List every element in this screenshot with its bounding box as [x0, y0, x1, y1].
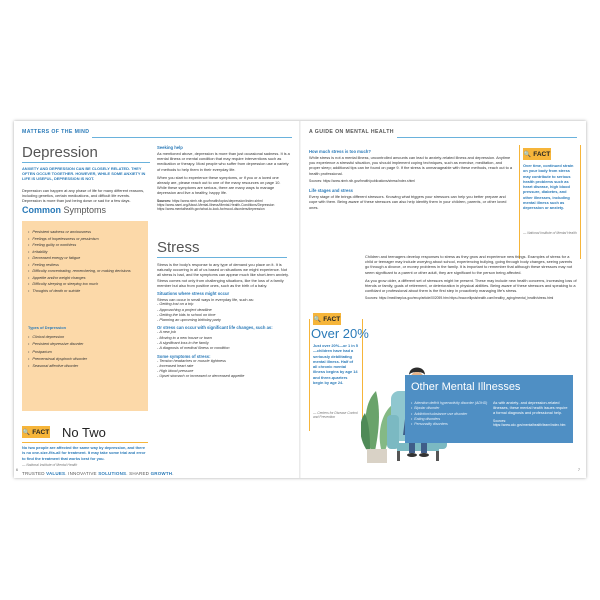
sources-block: Sources: https://www.cdc.gov/mentalhealth/learn/index.htm [493, 418, 566, 428]
seeking-help-section [157, 145, 290, 212]
fact-title: Over 20% [311, 326, 369, 341]
paragraph: While stress is not a mental illness, uncontrolled amounts can lead to anxiety-related illness and depression. Anytime you experience a stressful situation, you should implement coping techniques, such as exercise, meditation, and proper sleep; additional tips can be found on page 9. If the stress is unmanageable with these methods, reach out to a health professional. [309, 155, 513, 176]
list-item: • Persistent depressive disorder [28, 341, 146, 348]
sources-label: Sources: [157, 198, 172, 203]
fact-body: Just over 20%—or 1 in 5—children have had a seriously debilitating mental illness. Half of all chronic mental illness begins by age 14 and three-quarters begin by age 24. [313, 343, 358, 386]
types-list [28, 334, 146, 370]
list-item: - Increased heart rate [157, 364, 290, 369]
list-item: - Getting lost on a trip [157, 302, 290, 307]
types-heading: Types of Depression [28, 325, 66, 330]
depression-intro-body: Depression can happen at any phase of life for many different reasons, including genetics, certain medications, and difficult life events. Depression is more than just being down or sad for a few days. [22, 188, 145, 204]
list-item: • Personality disorders [411, 422, 491, 427]
list-item: • Irritability [28, 249, 146, 256]
fact-source: — National Institute of Mental Health [523, 231, 577, 235]
list-item: • Bipolar disorder [411, 406, 491, 411]
stress-title: Stress [157, 239, 200, 256]
tagline-part: TRUSTED [22, 471, 47, 476]
stress-situations-heading: Situations where stress might occur [157, 291, 230, 297]
sources-block: Sources: https://medlineplus.gov/ency/article/002059.htm https://www.ellipsishealth.com/healthy_aging/mental_health/stress.html [365, 296, 554, 301]
paragraph: As you grow older, a different set of stressors might be present. These may include new health concerns, increasing loss of friends or family, goals of retirement, or deterioration in physical abilities. Being aware of these stressors and speaking to a confidant or professional about them is the first step in proactively managing life's stress. [365, 277, 577, 294]
fact-label: FACT [32, 428, 50, 436]
section-heading: Life stages and stress [309, 188, 353, 194]
paragraph: Every stage of life brings different stressors. Knowing what triggers your stressors can help you better prepare and cope with them. Being aware of these stressors can also help identify them in your children, parents, or other loved ones. [309, 194, 507, 210]
magnifier-icon: 🔍 [313, 316, 322, 323]
list-item: • Seasonal affective disorder [28, 363, 146, 370]
seeking-help-p1: As mentioned above, depression is more than just occasional sadness. It is a mental illness or mental condition that may require interventions such as medication or therapy. Most people who suffer from depression use a variety of methods to help them in their everyday life. [157, 151, 290, 172]
sources-links: https://www.nimh.nih.gov/health/topics/depression/index.shtml https://www.nami.org/About-Mental-Illness/Mental-Health-Conditions/Depression https://www.mentalhealth.gov/what-to-look-for/mood-disorders/depression [157, 198, 275, 212]
right-page-header: A GUIDE ON MENTAL HEALTH [309, 129, 394, 135]
stress-big-intro: Or stress can occur with significant life changes, such as: [157, 325, 273, 331]
left-page [14, 121, 299, 478]
list-item: • Premenstrual dysphoric disorder [28, 356, 146, 363]
fact-source: — National Institute of Mental Health [22, 463, 78, 467]
other-mental-illnesses-box [405, 375, 573, 443]
list-item: • Appetite and/or weight changes [28, 275, 146, 282]
list-item: - A significant loss in the family [157, 341, 290, 346]
stress-small-intro: Stress can occur in small ways in everyday life, such as: [157, 297, 254, 303]
list-item: • Feeling guilty or worthless [28, 242, 146, 249]
stress-symptoms-heading: Some symptoms of stress: [157, 353, 211, 359]
other-description [493, 401, 569, 427]
other-title: Other Mental Illnesses [411, 381, 521, 393]
tagline-part: . [172, 471, 174, 476]
list-item: - Planning an upcoming birthday party [157, 318, 290, 323]
list-item: • Attention deficit hyperactivity disorder (ADHD) [411, 401, 491, 406]
list-item: • Difficulty concentrating, remembering, or making decisions [28, 268, 146, 275]
other-illness-list [411, 401, 491, 427]
list-item: • Difficulty sleeping or sleeping too much [28, 281, 146, 288]
list-item: - High blood pressure [157, 369, 290, 374]
life-stages-continued [365, 253, 577, 301]
seeking-help-heading: Seeking help [157, 145, 183, 150]
title-rule [22, 162, 150, 163]
fact-label: FACT [323, 315, 341, 323]
section-heading: How much stress is too much? [309, 149, 371, 154]
fact-body: Over time, continued strain on your body from stress may contribute to serious health problems such as heart disease, high blood pressure, diabetes, and other illnesses, including mental illness such as depression or anxiety. [523, 163, 574, 211]
list-item: - A new job [157, 330, 290, 335]
depression-intro-callout: ANXIETY AND DEPRESSION CAN BE CLOSELY RELATED. THEY OFTEN OCCUR TOGETHER. HOWEVER, WHILE SOME ANXIETY IN LIFE IS USEFUL, DEPRESSION IS NOT. [22, 166, 146, 182]
tagline-part: . SHARED [126, 471, 151, 476]
tagline-part: SOLUTIONS [98, 471, 127, 476]
page-number: 7 [578, 468, 580, 472]
sources-block [157, 199, 290, 212]
list-item: • Persistent sadness or anxiousness [28, 229, 146, 236]
fact-label: FACT [533, 150, 551, 158]
fact-body: No two people are affected the same way by depression, and there is no one-size-fits-all for treatment. It may take some trial and error to find the treatment that works best for you. [22, 445, 146, 461]
magnifier-icon: 🔍 [523, 151, 532, 158]
sources-block: Sources: https://www.nimh.nih.gov/health/publications/stress/index.shtml [309, 178, 415, 183]
page-number: 6 [16, 468, 18, 472]
tagline-part: . INNOVATIVE [65, 471, 99, 476]
tagline-part: VALUES [46, 471, 66, 476]
magazine-spread [14, 121, 586, 478]
depression-title: Depression [22, 144, 98, 161]
header-rule [92, 137, 292, 138]
common-word: Common [22, 205, 61, 215]
list-item: • Postpartum [28, 349, 146, 356]
paragraph: Children and teenagers develop responses to stress as they grow and experience new things. Examples of stress for a child or teenager may include worrying about school, experiencing bullying, going through body changes, seeing parents go through a divorce, or money problems in the family. It is important to remember that although these stressors may not seem significant to a parent or other adult, they are significant to the person being affected. [365, 254, 573, 275]
fact-rule [22, 442, 148, 443]
list-item: • Decreased energy or fatigue [28, 255, 146, 262]
symptoms-box [22, 221, 148, 411]
list-item: • Thoughts of death or suicide [28, 288, 146, 295]
list-item: - Upset stomach or increased or decreased appetite [157, 374, 290, 379]
stress-section [157, 261, 290, 380]
left-page-header: MATTERS OF THE MIND [22, 129, 90, 135]
fact-badge [313, 313, 341, 325]
fact-title: No Two [62, 425, 106, 440]
list-item: - Moving to a new house or town [157, 336, 290, 341]
tagline-part: GROWTH [150, 471, 173, 476]
paragraph: As with anxiety- and depression-related illnesses, these mental health issues require a formal diagnosis and professional help. [493, 401, 568, 416]
list-item: - A diagnosis of medical illness or condition [157, 346, 290, 351]
fact-badge [22, 426, 50, 438]
list-item: • Feeling restless [28, 262, 146, 269]
list-item: - Approaching a project deadline [157, 308, 290, 313]
stress-intro: Stress is the body's response to any type of demand you place on it. It is naturally occurring in all of us based on situations we might experience. Not all stress is bad, and the symptoms can appear much like short-term anxiety. Stress comes not only from challenging situations, like the loss of a family member but also from positive ones, such as the birth of a baby. [157, 262, 289, 288]
fact-badge [523, 148, 551, 160]
stress-rule [157, 257, 287, 258]
fact-source: — Centers for Disease Control and Prevention [313, 411, 358, 420]
common-symptoms-heading [22, 205, 106, 215]
magnifier-icon: 🔍 [22, 429, 31, 436]
list-item: • Clinical depression [28, 334, 146, 341]
list-item: • Addiction/substance use disorder [411, 412, 491, 417]
right-page [301, 121, 586, 478]
list-item: • Feelings of hopelessness or pessimism [28, 236, 146, 243]
stress-too-much-section [309, 149, 514, 213]
list-item: - Tension headaches or muscle tightness [157, 359, 290, 364]
seeking-help-p2: When you start to experience these symptoms, or if you or a loved one already are, please reach out to one of the many resources on page 10. While these symptoms are serious, there are many ways to manage depression and live a healthy, happy life. [157, 174, 281, 196]
symptoms-word: Symptoms [61, 205, 107, 215]
list-item: • Eating disorders [411, 417, 491, 422]
symptoms-list [28, 229, 146, 294]
header-rule [397, 137, 577, 138]
list-item: - Getting the kids to school on time [157, 313, 290, 318]
tagline-footer [22, 471, 174, 476]
